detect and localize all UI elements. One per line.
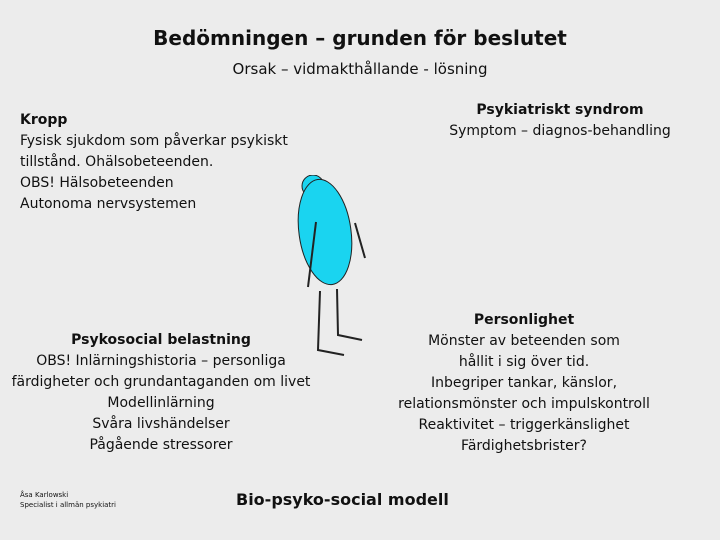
personlighet-block: [388, 310, 660, 457]
psykiatriskt-block: [420, 100, 700, 142]
personlighet-line: Reaktivitet – triggerkänslighet: [418, 417, 630, 433]
personlighet-line: hållit i sig över tid.: [458, 354, 590, 370]
kropp-line: tillstånd. Ohälsobeteenden.: [20, 154, 214, 170]
personlighet-line: Mönster av beteenden som: [428, 333, 620, 349]
psykiatriskt-line: Symptom – diagnos-behandling: [449, 123, 671, 139]
figure-leg-left: [318, 291, 344, 355]
kropp-line: Autonoma nervsystemen: [20, 196, 197, 212]
psykosocial-line: Pågående stressorer: [89, 437, 233, 453]
figure-arm-right: [355, 223, 365, 258]
personlighet-line: Färdighetsbrister?: [461, 438, 587, 454]
psykosocial-line: färdigheter och grundantaganden om livet: [11, 374, 311, 390]
kropp-block: [20, 110, 320, 215]
psykiatriskt-heading: Psykiatriskt syndrom: [476, 102, 644, 118]
author-credit: [20, 490, 160, 510]
page-title: Bedömningen – grunden för beslutet: [153, 26, 567, 50]
model-label: Bio-psyko-social modell: [236, 490, 449, 509]
psykosocial-heading: Psykosocial belastning: [71, 332, 251, 348]
kropp-line: OBS! Hälsobeteenden: [20, 175, 174, 191]
author-title: Specialist i allmän psykiatri: [20, 501, 116, 509]
personlighet-line: Inbegriper tankar, känslor,: [430, 375, 618, 391]
author-name: Åsa Karlowski: [20, 491, 69, 499]
page-subtitle: Orsak – vidmakthållande - lösning: [232, 60, 488, 78]
personlighet-line: relationsmönster och impulskontroll: [398, 396, 650, 412]
figure-leg-right: [337, 289, 362, 340]
kropp-heading: Kropp: [20, 112, 68, 128]
stick-figure: [290, 175, 400, 365]
kropp-line: Fysisk sjukdom som påverkar psykiskt: [20, 133, 288, 149]
psykosocial-block: [0, 330, 322, 456]
psykosocial-line: OBS! Inlärningshistoria – personliga: [36, 353, 286, 369]
figure-body: [292, 176, 358, 288]
psykosocial-line: Modellinlärning: [107, 395, 215, 411]
personlighet-heading: Personlighet: [473, 312, 575, 328]
psykosocial-line: Svåra livshändelser: [92, 416, 230, 432]
